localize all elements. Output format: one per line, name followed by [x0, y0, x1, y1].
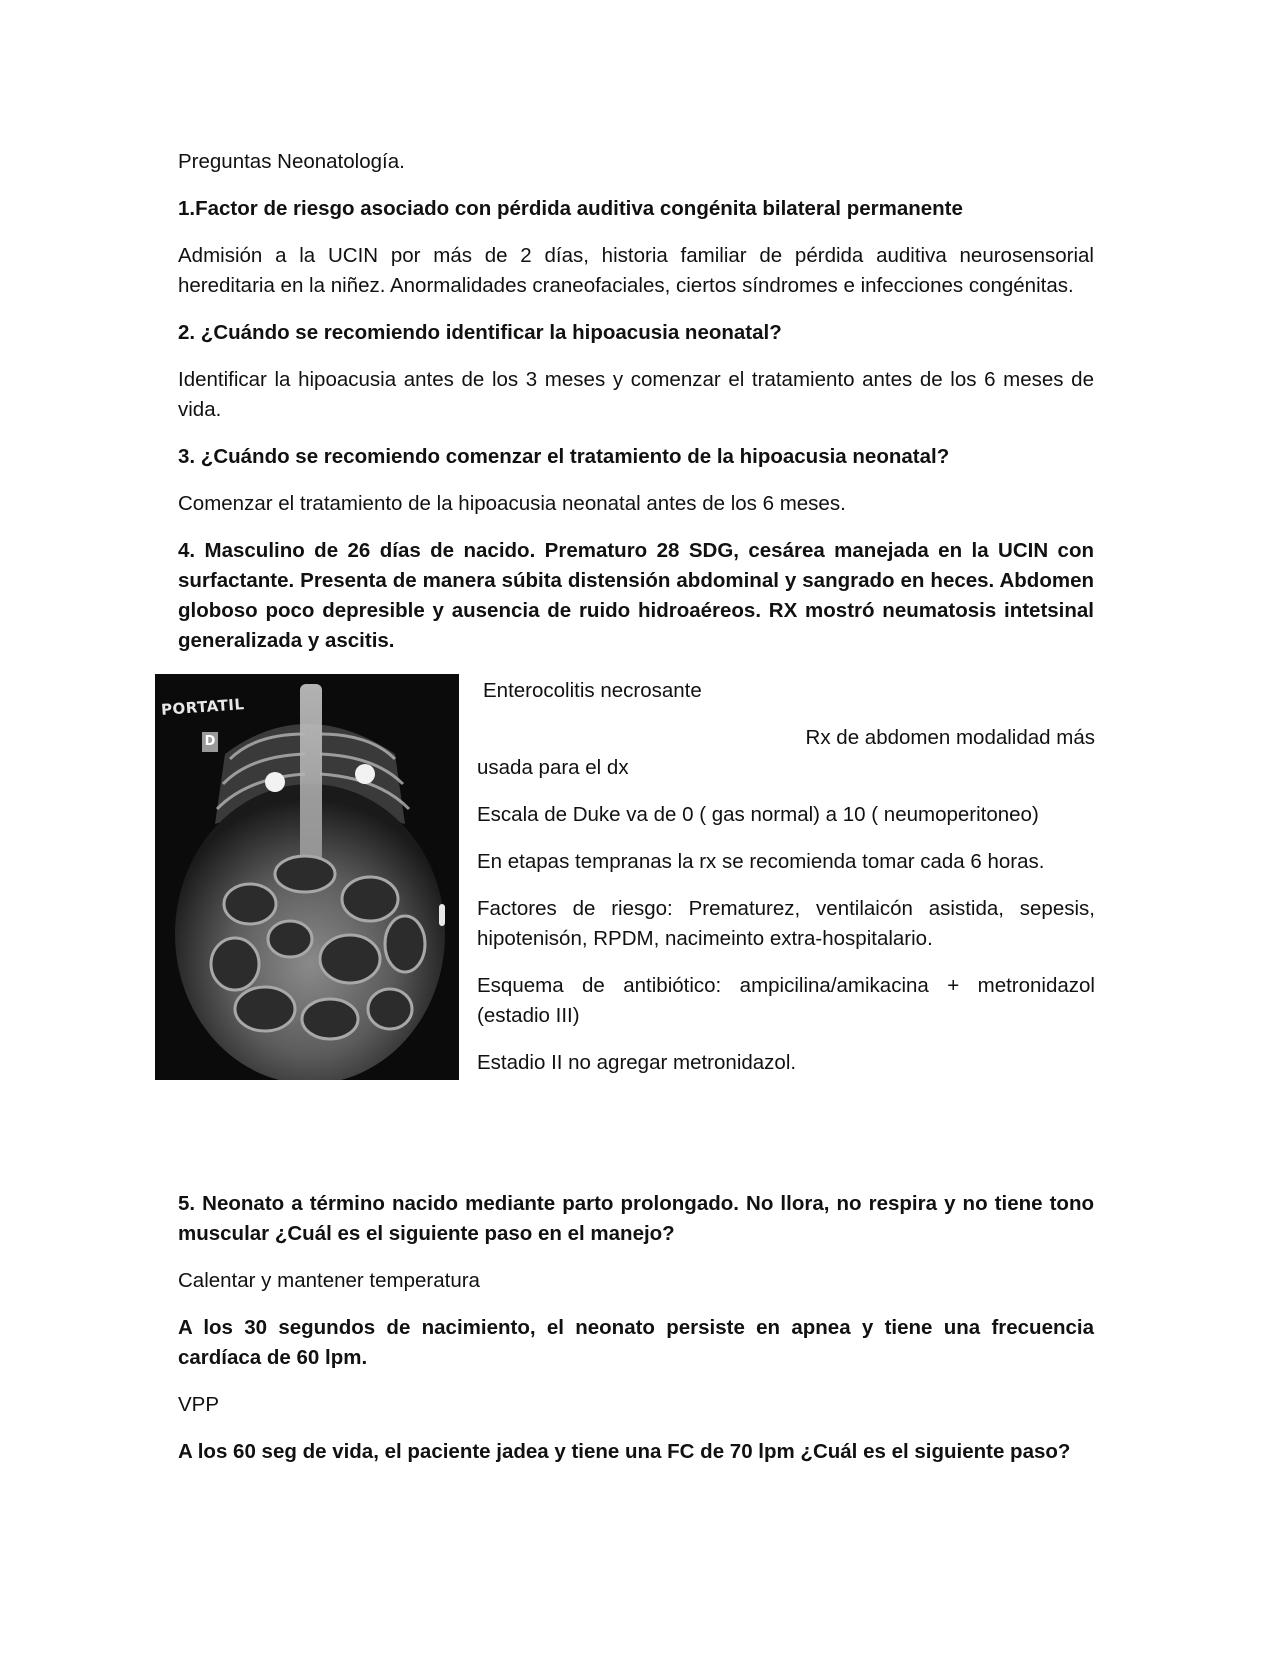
- rx-modality-line-1: Rx de abdomen modalidad más: [805, 726, 1095, 749]
- early-stage-text: En etapas tempranas la rx se recomienda tomar cada 6 horas.: [477, 850, 1045, 873]
- antibiotic-scheme-text: Esquema de antibiótico: ampicilina/amikacina + metronidazol (estadio III): [477, 974, 1095, 1027]
- xray-side-marker: D: [202, 732, 218, 752]
- answer-5: Calentar y mantener temperatura: [178, 1269, 480, 1292]
- question-2: 2. ¿Cuándo se recomiendo identificar la hipoacusia neonatal?: [178, 321, 782, 344]
- rx-modality-line-2: usada para el dx: [477, 756, 629, 779]
- answer-vpp: VPP: [178, 1393, 220, 1416]
- abdominal-xray-image: [155, 674, 459, 1080]
- question-1: 1.Factor de riesgo asociado con pérdida auditiva congénita bilateral permanente: [178, 197, 963, 220]
- answer-3: Comenzar el tratamiento de la hipoacusia neonatal antes de los 6 meses.: [178, 492, 846, 515]
- answer-1: Admisión a la UCIN por más de 2 días, historia familiar de pérdida auditiva neurosensorial hereditaria en la niñez. Anormalidades craneofaciales, ciertos síndromes e infecciones congénitas.: [178, 244, 1094, 297]
- stage-2-text: Estadio II no agregar metronidazol.: [477, 1051, 797, 1074]
- document-title: Preguntas Neonatología.: [178, 150, 405, 173]
- xray-drawing: [155, 674, 459, 1080]
- question-4: 4. Masculino de 26 días de nacido. Prematuro 28 SDG, cesárea manejada en la UCIN con surfactante. Presenta de manera súbita distensión abdominal y sangrado en heces. Abdomen globoso poco depresible y ausencia de ruido hidroaéreos. RX mostró neumatosis intetsinal generalizada y ascitis.: [178, 539, 1094, 652]
- followup-60-seconds: A los 60 seg de vida, el paciente jadea y tiene una FC de 70 lpm ¿Cuál es el siguiente paso?: [178, 1440, 1071, 1463]
- duke-scale-text: Escala de Duke va de 0 ( gas normal) a 10 ( neumoperitoneo): [477, 803, 1039, 826]
- followup-30-seconds: A los 30 segundos de nacimiento, el neonato persiste en apnea y tiene una frecuencia cardíaca de 60 lpm.: [178, 1316, 1094, 1369]
- xray-portable-label: PORTATIL: [160, 695, 246, 719]
- question-3: 3. ¿Cuándo se recomiendo comenzar el tratamiento de la hipoacusia neonatal?: [178, 445, 950, 468]
- answer-2: Identificar la hipoacusia antes de los 3 meses y comenzar el tratamiento antes de los 6 meses de vida.: [178, 368, 1094, 421]
- question-5: 5. Neonato a término nacido mediante parto prolongado. No llora, no respira y no tiene tono muscular ¿Cuál es el siguiente paso en el manejo?: [178, 1192, 1094, 1245]
- risk-factors-text: Factores de riesgo: Prematurez, ventilaicón asistida, sepesis, hipotenisón, RPDM, nacimeinto extra-hospitalario.: [477, 897, 1095, 950]
- diagnosis-text: Enterocolitis necrosante: [483, 679, 702, 702]
